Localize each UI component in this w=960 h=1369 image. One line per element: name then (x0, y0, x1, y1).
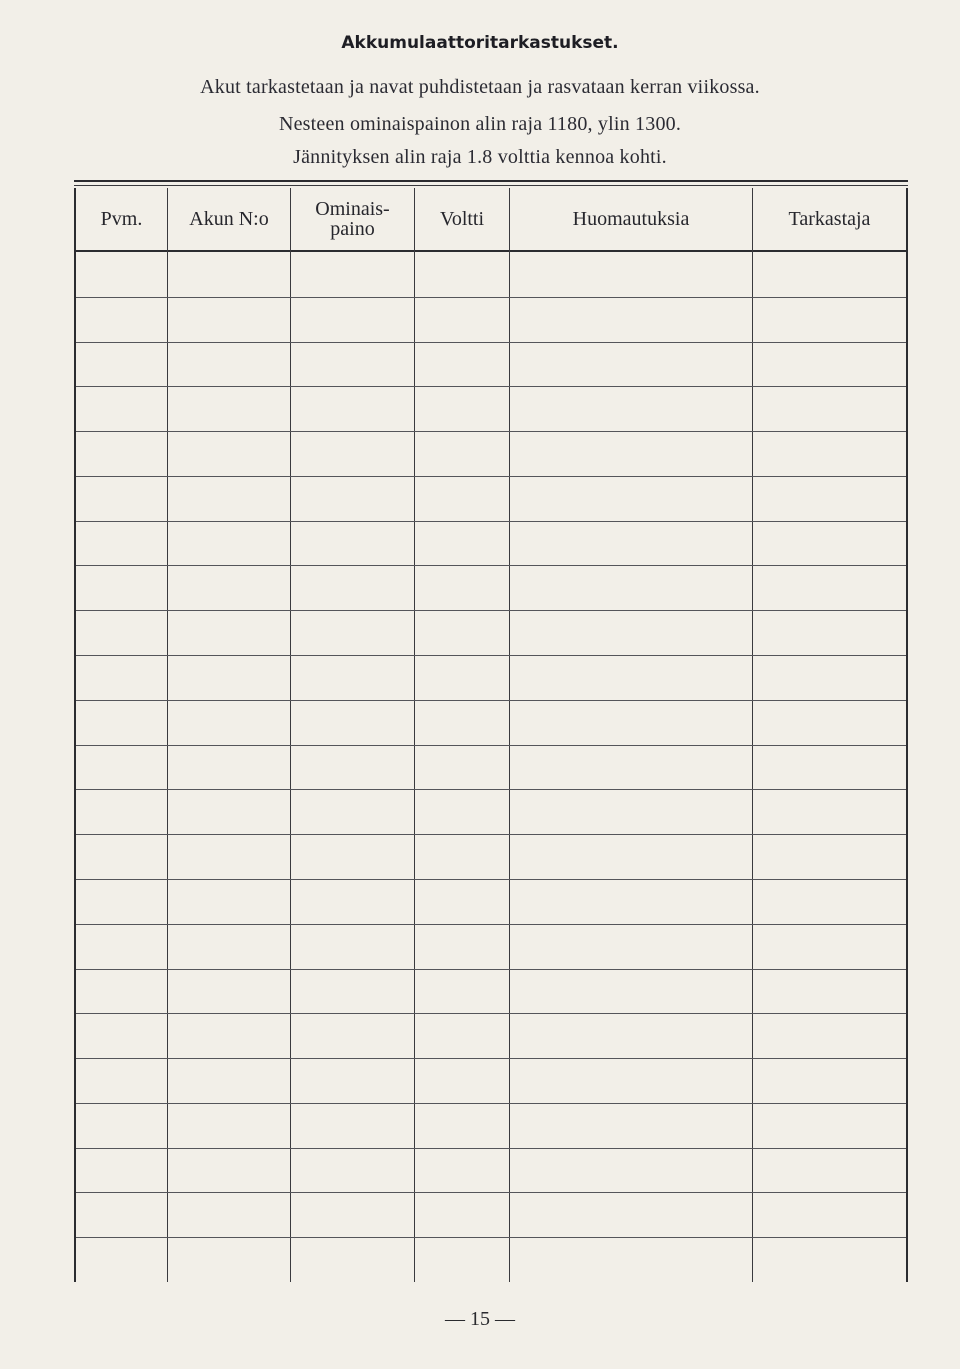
inspection-instruction: Akut tarkastetaan ja navat puhdistetaan ja rasvataan kerran viikossa. (200, 76, 760, 98)
column-divider (509, 188, 510, 1282)
table-border-left (74, 188, 76, 1282)
table-row-line (76, 521, 906, 522)
column-header-inspector: Tarkastaja (788, 208, 871, 230)
table-row-line (76, 1192, 906, 1193)
table-row-line (76, 431, 906, 432)
table-row-line (76, 1148, 906, 1149)
column-header-specific-gravity: Ominais- paino (315, 198, 390, 240)
table-row-line (76, 610, 906, 611)
table-row-line (76, 1013, 906, 1014)
column-header-battery-number: Akun N:o (189, 208, 269, 230)
column-header-volt: Voltti (439, 208, 485, 230)
table-row-line (76, 834, 906, 835)
table-border-right (906, 188, 908, 1282)
inspection-log-table (74, 180, 908, 1282)
column-header-remarks: Huomautuksia (572, 208, 690, 230)
table-row-line (76, 655, 906, 656)
table-row-line (76, 969, 906, 970)
table-row-line (76, 789, 906, 790)
table-top-rule-thin (74, 185, 908, 186)
table-row-line (76, 879, 906, 880)
density-limits: Nesteen ominaispainon alin raja 1180, ylin 1300. (278, 113, 682, 135)
column-divider (752, 188, 753, 1282)
table-header-rule (74, 250, 908, 252)
table-row-line (76, 745, 906, 746)
page-title: Akkumulaattoritarkastukset. (341, 33, 619, 53)
table-row-line (76, 476, 906, 477)
table-top-rule (74, 180, 908, 182)
table-row-line (76, 1237, 906, 1238)
table-row-line (76, 700, 906, 701)
column-divider (290, 188, 291, 1282)
table-row-line (76, 1103, 906, 1104)
column-header-date: Pvm. (100, 208, 143, 230)
page-number: — 15 — (445, 1308, 515, 1330)
table-row-line (76, 297, 906, 298)
table-row-line (76, 1058, 906, 1059)
table-row-line (76, 386, 906, 387)
column-divider (414, 188, 415, 1282)
column-divider (167, 188, 168, 1282)
table-row-line (76, 342, 906, 343)
table-row-line (76, 924, 906, 925)
voltage-limit: Jännityksen alin raja 1.8 volttia kennoa kohti. (293, 146, 667, 168)
table-row-line (76, 565, 906, 566)
